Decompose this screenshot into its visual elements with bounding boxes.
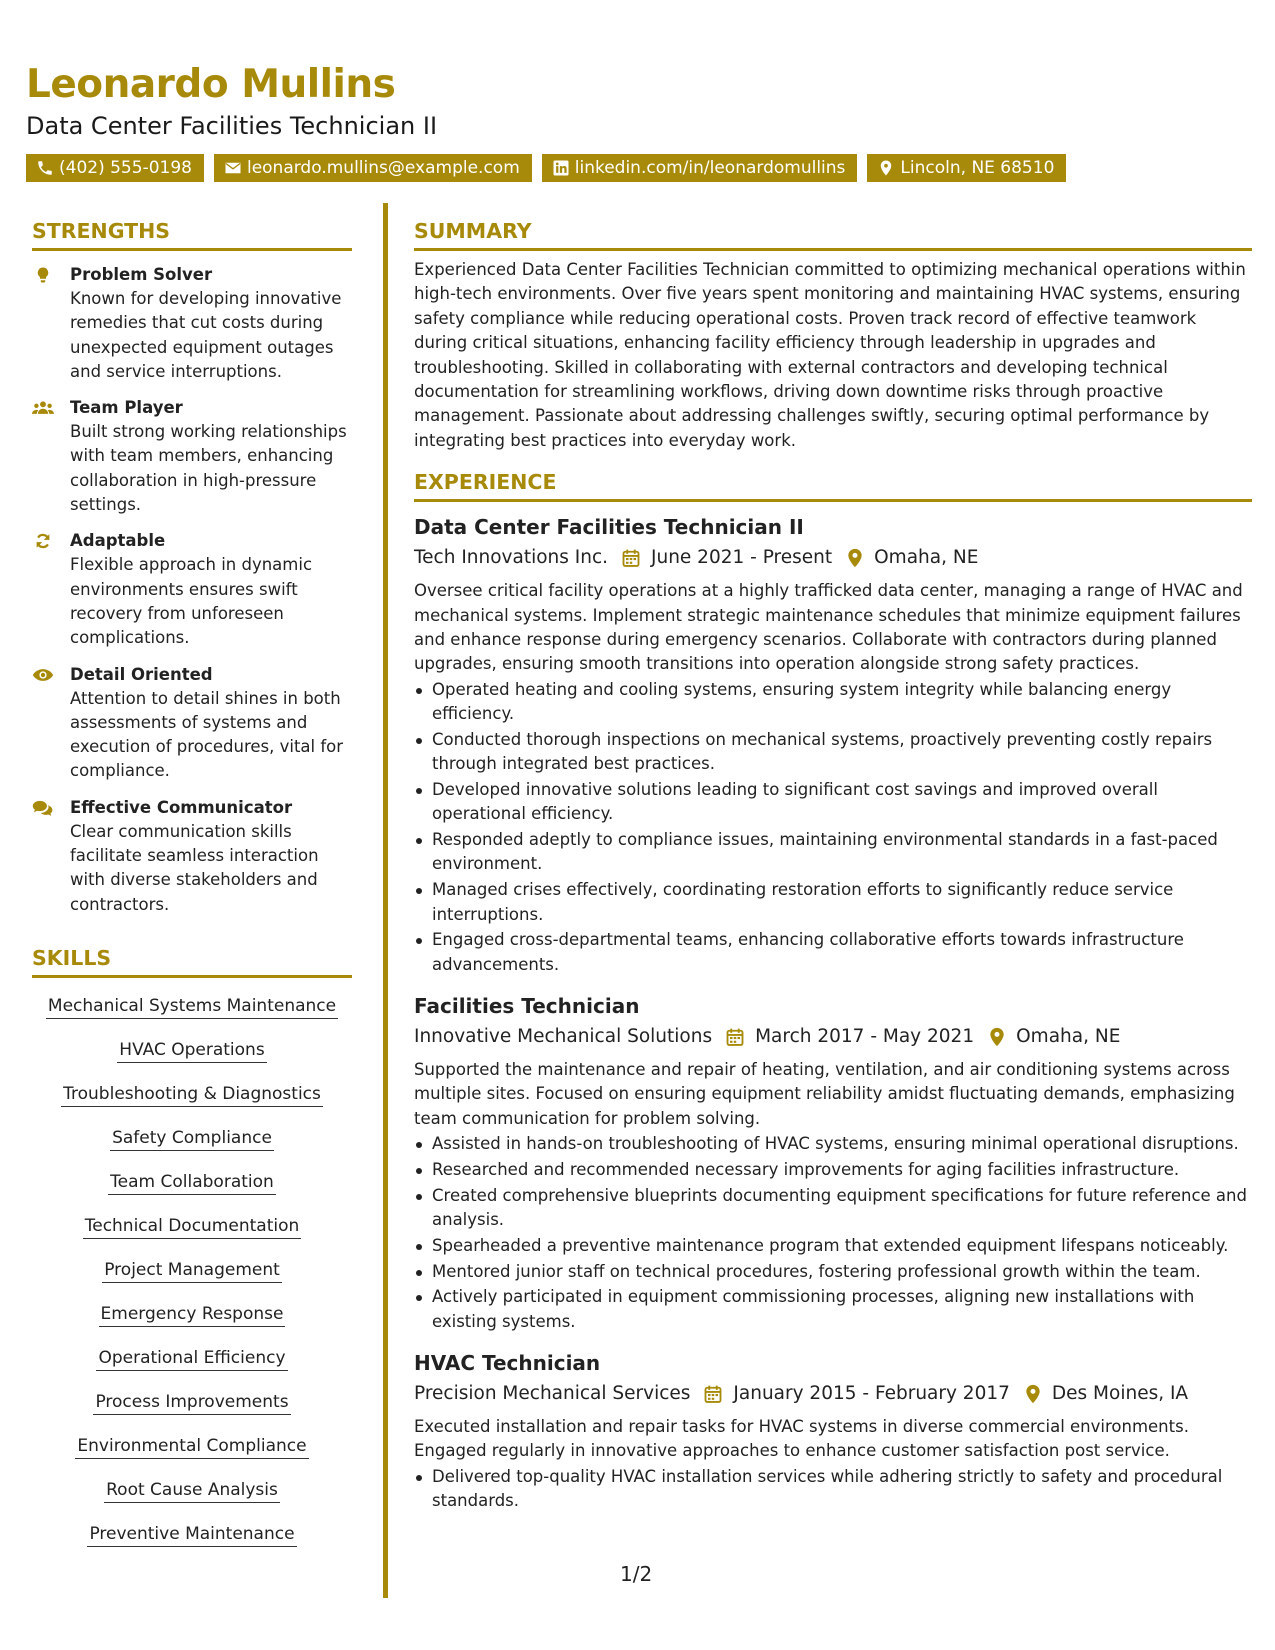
strengths-heading: STRENGTHS [32,216,352,251]
location-pin-icon [877,159,895,177]
strength-desc: Clear communication skills facilitate seamless interaction with diverse stakeholders and contractors. [70,821,319,914]
job-description: Supported the maintenance and repair of heating, ventilation, and air conditioning systems across multiple sites. Focused on ensuring equipment reliability amidst fluctuating demands, emphasizing team communication for problem solving. [414,1059,1235,1128]
job-bullet: Engaged cross-departmental teams, enhancing collaborative efforts towards infrastructure advancements. [414,928,1252,977]
right-column [414,216,1252,1515]
location-pin-icon [989,1027,1005,1047]
contact-bar [26,154,1256,182]
contact-location [867,154,1066,182]
contact-linkedin[interactable] [542,154,858,182]
contact-linkedin-text: linkedin.com/in/leonardomullins [574,158,846,178]
calendar-icon [725,1027,745,1047]
skill-tag: Root Cause Analysis [104,1478,280,1503]
contact-location-text: Lincoln, NE 68510 [900,158,1055,178]
job-bullet: Spearheaded a preventive maintenance program that extended equipment lifespans noticeably. [414,1234,1252,1258]
job-meta [414,543,1252,573]
job-role: Data Center Facilities Technician II [414,515,804,540]
strength-item [32,663,352,784]
column-divider [383,203,388,1598]
skill-tag: Environmental Compliance [75,1434,308,1459]
left-column [32,216,352,1547]
strength-name: Problem Solver [70,265,213,284]
contact-phone-text: (402) 555-0198 [59,158,192,178]
contact-email[interactable] [214,154,532,182]
job-bullets [414,1132,1252,1334]
strength-item [32,263,352,384]
strength-item [32,396,352,517]
job-description: Executed installation and repair tasks for HVAC systems in diverse commercial environments. Engaged regularly in innovative approaches to enhance customer satisfaction post service. [414,1417,1189,1461]
sync-icon [32,532,54,550]
location-pin-icon [847,548,863,568]
strength-name: Team Player [70,398,183,418]
skill-tag: Operational Efficiency [96,1346,287,1371]
job-bullets [414,678,1252,977]
summary-text: Experienced Data Center Facilities Technician committed to optimizing mechanical operations within high-tech environments. Over five years spent monitoring and maintaining HVAC systems, ensuring safety compliance while reducing operational costs. Proven track record of effective teamwork during critical situations, enhancing facility efficiency through leadership in upgrades and troubleshooting. Skilled in collaborating with external contractors and developing technical documentation for streamlining workflows, driving down downtime risks through proactive management. Passionate about addressing challenges swiftly, securing optimal performance by integrating best practices into everyday work. [414,260,1246,450]
resume-header [26,62,1256,182]
strength-item [32,796,352,917]
job-bullet: Created comprehensive blueprints documenting equipment specifications for future reference and analysis. [414,1184,1252,1233]
job-role: HVAC Technician [414,1351,601,1376]
job-location: Des Moines, IA [1051,1383,1189,1405]
phone-icon [36,159,54,177]
linkedin-icon [552,159,570,177]
skill-tag: Emergency Response [99,1302,286,1327]
skill-tag: Team Collaboration [108,1170,276,1195]
strength-desc: Known for developing innovative remedies that cut costs during unexpected equipment outages and service interruptions. [70,289,342,381]
skill-tag: Technical Documentation [83,1214,302,1239]
skill-tag: Preventive Maintenance [87,1522,296,1547]
skill-tag: Mechanical Systems Maintenance [46,994,338,1019]
contact-email-text: leonardo.mullins@example.com [246,158,520,178]
job-bullet: Mentored junior staff on technical procedures, fostering professional growth within the team. [414,1260,1252,1284]
users-icon [32,399,54,417]
skill-tag: HVAC Operations [117,1038,266,1063]
strength-name: Detail Oriented [70,664,213,684]
strength-name: Effective Communicator [70,797,293,817]
candidate-name: Leonardo Mullins [26,62,396,107]
strength-desc: Attention to detail shines in both assessments of systems and execution of procedures, vital for compliance. [70,688,344,781]
eye-icon [32,666,54,684]
skill-tag: Troubleshooting & Diagnostics [61,1082,323,1107]
comments-icon [32,799,54,817]
job-role: Facilities Technician [414,993,640,1018]
strength-name: Adaptable [70,531,166,551]
job-bullet: Delivered top-quality HVAC installation services while adhering strictly to safety and procedural standards. [414,1465,1252,1514]
job-bullet: Conducted thorough inspections on mechanical systems, proactively preventing costly repairs through integrated best practices. [414,728,1252,777]
job-dates: June 2021 - Present [651,547,833,569]
location-pin-icon [1025,1384,1041,1404]
contact-phone[interactable] [26,154,204,182]
job-bullets [414,1465,1252,1514]
envelope-icon [224,159,242,177]
job-company: Tech Innovations Inc. [414,547,609,569]
skill-tag: Process Improvements [93,1390,290,1415]
job-entry [414,1348,1252,1513]
summary-heading: SUMMARY [414,216,1252,251]
strength-desc: Flexible approach in dynamic environments ensures swift recovery from unforeseen complications. [70,555,313,648]
job-bullet: Operated heating and cooling systems, ensuring system integrity while balancing energy efficiency. [414,678,1252,727]
job-bullet: Managed crises effectively, coordinating restoration efforts to significantly reduce service interruptions. [414,878,1252,927]
calendar-icon [703,1384,723,1404]
job-dates: January 2015 - February 2017 [733,1383,1010,1405]
calendar-icon [621,548,641,568]
strength-item [32,529,352,650]
skills-heading: SKILLS [32,943,352,978]
strength-desc: Built strong working relationships with team members, enhancing collaboration in high-pressure settings. [70,422,347,515]
experience-heading: EXPERIENCE [414,467,1252,502]
job-bullet: Assisted in hands-on troubleshooting of HVAC systems, ensuring minimal operational disruptions. [414,1132,1252,1156]
job-meta [414,1379,1252,1409]
skill-tag: Project Management [102,1258,282,1283]
job-location: Omaha, NE [874,547,979,569]
job-description: Oversee critical facility operations at a highly trafficked data center, managing a range of HVAC and mechanical systems. Implement strategic maintenance schedules that minimize equipment failures and enhance response during emergency scenarios. Collaborate with contractors during planned upgrades, ensuring smooth transitions into operation alongside strong safety practices. [414,581,1243,674]
job-company: Innovative Mechanical Solutions [414,1025,713,1047]
job-location: Omaha, NE [1016,1025,1121,1047]
page-number: 1/2 [620,1562,653,1586]
skills-list [32,984,352,1547]
job-bullet: Developed innovative solutions leading to significant cost savings and improved overall operational efficiency. [414,778,1252,827]
job-bullet: Researched and recommended necessary improvements for aging facilities infrastructure. [414,1158,1252,1182]
lightbulb-icon [32,266,54,284]
job-company: Precision Mechanical Services [414,1383,691,1405]
job-bullet: Responded adeptly to compliance issues, maintaining environmental standards in a fast-paced environment. [414,828,1252,877]
job-entry [414,512,1252,977]
job-dates: March 2017 - May 2021 [755,1025,975,1047]
job-bullet: Actively participated in equipment commissioning processes, aligning new installations with existing systems. [414,1285,1252,1334]
skill-tag: Safety Compliance [110,1126,274,1151]
job-meta [414,1022,1252,1052]
candidate-title: Data Center Facilities Technician II [26,112,438,140]
job-entry [414,991,1252,1334]
